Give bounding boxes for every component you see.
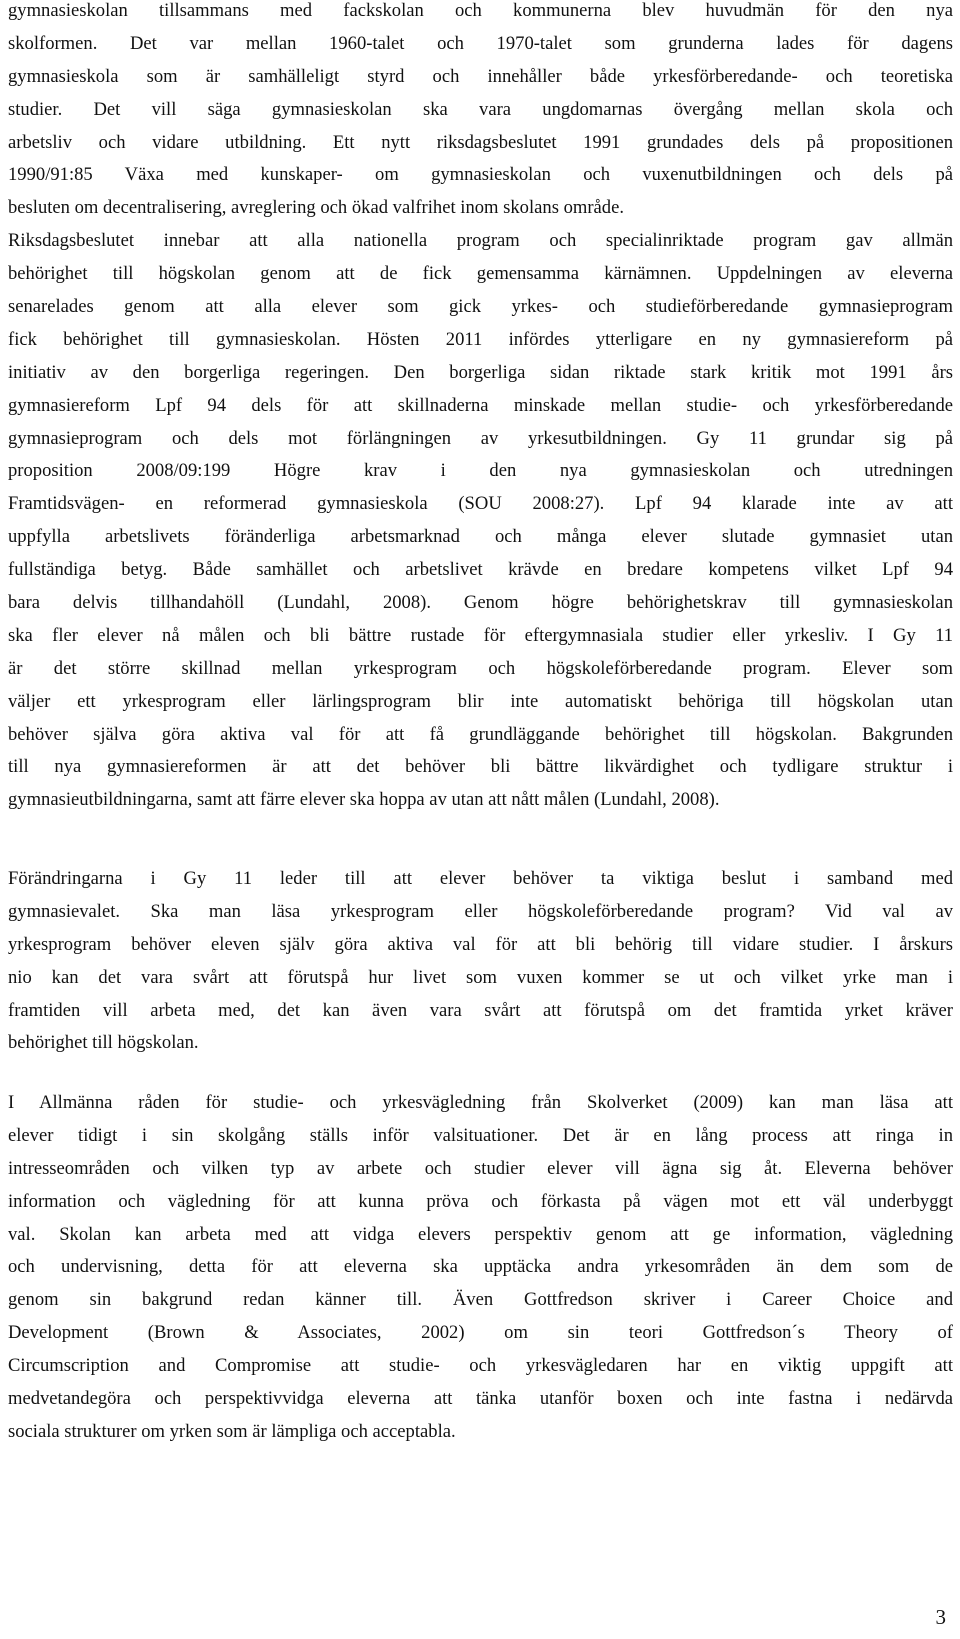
text-line: gymnasieutbildningarna, samt att färre elever ska hoppa av utan att nått målen (Lundahl, 2008). [8, 789, 720, 811]
paragraph-forandringarna-gy11 [8, 863, 953, 1060]
text-line: senarelades genom att alla elever som gick yrkes- och studieförberedande gymnasieprogram [8, 296, 953, 318]
text-line: 1990/91:85 Växa med kunskaper- om gymnasieskolan och vuxenutbildningen och dels på [8, 164, 953, 186]
text-line: gymnasieskola som är samhälleligt styrd och innehåller både yrkesförberedande- och teoretiska [8, 65, 953, 87]
text-line: gymnasiereform Lpf 94 dels för att skillnaderna minskade mellan studie- och yrkesförberedande [8, 394, 953, 416]
text-line: medvetandegöra och perspektivvidga eleverna att tänka utanför boxen och inte fastna i nedärvda [8, 1388, 953, 1410]
text-line: till nya gymnasiereformen är att det behöver bli bättre likvärdighet och tydligare struktur i [8, 756, 953, 778]
text-line: gymnasievalet. Ska man läsa yrkesprogram eller högskoleförberedande program? Vid val av [8, 900, 953, 922]
text-line: yrkesprogram behöver eleven själv göra aktiva val för att bli behörig till vidare studier. I årskurs [8, 933, 953, 955]
text-line: Förändringarna i Gy 11 leder till att elever behöver ta viktiga beslut i samband med [8, 868, 953, 889]
text-line: fullständiga betyg. Både samhället och arbetslivet krävde en bredare kompetens vilket Lpf 94 [8, 559, 953, 581]
text-line: arbetsliv och vidare utbildning. Ett nytt riksdagsbeslutet 1991 grundades dels på propositionen [8, 131, 953, 153]
text-line: behörighet till högskolan. [8, 1032, 199, 1054]
text-line: är det större skillnad mellan yrkesprogram och högskoleförberedande program. Elever som [8, 657, 953, 679]
paragraph-allmanna-raden [8, 1087, 953, 1449]
text-line: studier. Det vill säga gymnasieskolan ska vara ungdomarnas övergång mellan skola och [8, 98, 953, 120]
text-line: proposition 2008/09:199 Högre krav i den nya gymnasieskolan och utredningen [8, 460, 953, 482]
text-line: och undervisning, detta för att eleverna ska upptäcka andra yrkesområden än dem som de [8, 1256, 953, 1278]
text-line: besluten om decentralisering, avreglering och ökad valfrihet inom skolans område. [8, 197, 624, 219]
text-line: skolformen. Det var mellan 1960-talet och 1970-talet som grunderna lades för dagens [8, 32, 953, 54]
text-line: ska fler elever nå målen och bli bättre rustade för eftergymnasiala studier eller yrkesliv. I Gy 11 [8, 624, 953, 646]
text-line: framtiden vill arbeta med, det kan även vara svårt att förutspå om det framtida yrket kräver [8, 999, 953, 1021]
text-line: bara delvis tillhandahöll (Lundahl, 2008). Genom högre behörighetskrav till gymnasieskolan [8, 592, 953, 614]
text-line: gymnasieskolan tillsammans med fackskolan och kommunerna blev huvudmän för den nya [8, 0, 953, 21]
paragraph-gymnasieskolans-historia [8, 0, 953, 817]
text-line: Framtidsvägen- en reformerad gymnasieskola (SOU 2008:27). Lpf 94 klarade inte av att [8, 493, 953, 515]
text-line: intresseområden och vilken typ av arbete och studier elever vill ägna sig åt. Eleverna behöver [8, 1157, 953, 1179]
text-line: Development (Brown & Associates, 2002) om sin teori Gottfredson´s Theory of [8, 1322, 953, 1344]
text-line: sociala strukturer om yrken som är lämpliga och acceptabla. [8, 1420, 456, 1442]
text-line: I Allmänna råden för studie- och yrkesvägledning från Skolverket (2009) kan man läsa att [8, 1092, 953, 1113]
text-line: väljer ett yrkesprogram eller lärlingsprogram blir inte automatiskt behöriga till högskolan utan [8, 690, 953, 712]
text-line: elever tidigt i sin skolgång ställs inför valsituationer. Det är en lång process att ringa in [8, 1124, 953, 1146]
text-line: Riksdagsbeslutet innebar att alla nationella program och specialinriktade program gav allmän [8, 230, 953, 252]
text-line: behöver själva göra aktiva val för att få grundläggande behörighet till högskolan. Bakgrunden [8, 723, 953, 745]
text-line: nio kan det vara svårt att förutspå hur livet som vuxen kommer se ut och vilket yrke man i [8, 966, 953, 988]
text-line: val. Skolan kan arbeta med att vidga elevers perspektiv genom att ge information, vägledning [8, 1223, 953, 1245]
text-line: Circumscription and Compromise att studie- och yrkesvägledaren har en viktig uppgift att [8, 1355, 953, 1377]
text-line: gymnasieprogram och dels mot förlängningen av yrkesutbildningen. Gy 11 grundar sig på [8, 427, 953, 449]
text-line: genom sin bakgrund redan känner till. Även Gottfredson skriver i Career Choice and [8, 1289, 953, 1311]
text-line: fick behörighet till gymnasieskolan. Hösten 2011 infördes ytterligare en ny gymnasiereform på [8, 328, 953, 350]
page-number: 3 [935, 1605, 946, 1629]
text-line: uppfylla arbetslivets föränderliga arbetsmarknad och många elever slutade gymnasiet utan [8, 526, 953, 548]
text-line: initiativ av den borgerliga regeringen. Den borgerliga sidan riktade stark kritik mot 1991 års [8, 361, 953, 383]
text-line: behörighet till högskolan genom att de fick gemensamma kärnämnen. Uppdelningen av eleverna [8, 263, 953, 285]
text-line: information och vägledning för att kunna pröva och förkasta på vägen mot ett väl underbyggt [8, 1190, 953, 1212]
